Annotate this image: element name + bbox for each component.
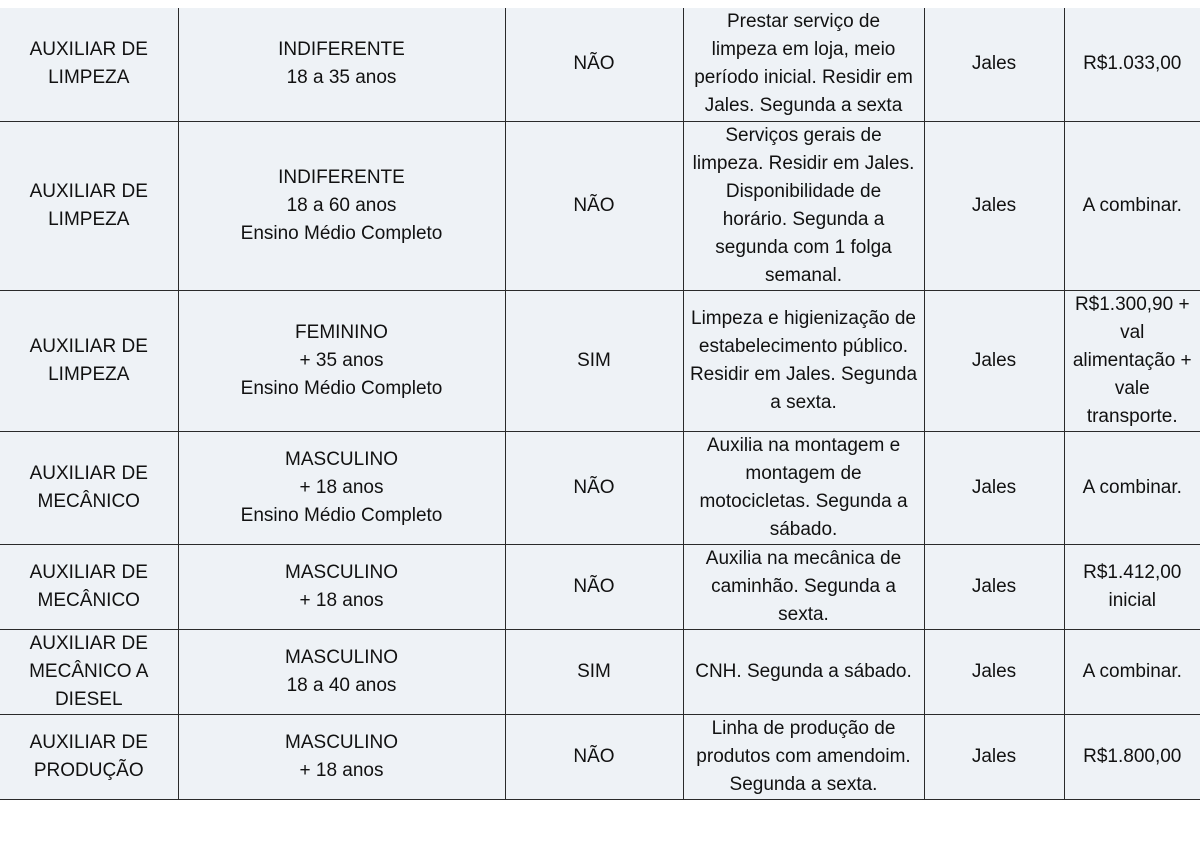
- table-row: [0, 629, 1200, 714]
- requirements-cell: MASCULINO + 18 anos Ensino Médio Completo: [178, 431, 505, 544]
- table-row: [0, 290, 1200, 431]
- city-cell: Jales: [924, 544, 1064, 629]
- city-cell: Jales: [924, 290, 1064, 431]
- city-cell: Jales: [924, 8, 1064, 121]
- salary-cell: A combinar.: [1064, 121, 1200, 290]
- job-title-cell: AUXILIAR DE LIMPEZA: [0, 121, 178, 290]
- salary-cell: A combinar.: [1064, 431, 1200, 544]
- table-row: [0, 431, 1200, 544]
- job-title-cell: AUXILIAR DE LIMPEZA: [0, 290, 178, 431]
- requirements-cell: MASCULINO 18 a 40 anos: [178, 629, 505, 714]
- experience-cell: SIM: [505, 629, 683, 714]
- job-title-cell: AUXILIAR DE LIMPEZA: [0, 8, 178, 121]
- description-cell: Linha de produção de produtos com amendoim. Segunda a sexta.: [683, 714, 924, 799]
- city-cell: Jales: [924, 629, 1064, 714]
- table-row: [0, 714, 1200, 799]
- experience-cell: NÃO: [505, 431, 683, 544]
- experience-cell: NÃO: [505, 121, 683, 290]
- city-cell: Jales: [924, 714, 1064, 799]
- experience-cell: NÃO: [505, 8, 683, 121]
- requirements-cell: INDIFERENTE 18 a 35 anos: [178, 8, 505, 121]
- salary-cell: R$1.800,00: [1064, 714, 1200, 799]
- salary-cell: R$1.412,00 inicial: [1064, 544, 1200, 629]
- requirements-cell: MASCULINO + 18 anos: [178, 544, 505, 629]
- job-title-cell: AUXILIAR DE PRODUÇÃO: [0, 714, 178, 799]
- requirements-cell: INDIFERENTE 18 a 60 anos Ensino Médio Completo: [178, 121, 505, 290]
- requirements-cell: FEMININO + 35 anos Ensino Médio Completo: [178, 290, 505, 431]
- city-cell: Jales: [924, 121, 1064, 290]
- table-row: [0, 544, 1200, 629]
- description-cell: Serviços gerais de limpeza. Residir em Jales. Disponibilidade de horário. Segunda a segunda com 1 folga semanal.: [683, 121, 924, 290]
- requirements-cell: MASCULINO + 18 anos: [178, 714, 505, 799]
- salary-cell: A combinar.: [1064, 629, 1200, 714]
- job-title-cell: AUXILIAR DE MECÂNICO: [0, 431, 178, 544]
- description-cell: CNH. Segunda a sábado.: [683, 629, 924, 714]
- experience-cell: NÃO: [505, 714, 683, 799]
- table-row: [0, 121, 1200, 290]
- job-vacancies-table: [0, 8, 1200, 800]
- table-row: [0, 8, 1200, 121]
- job-title-cell: AUXILIAR DE MECÂNICO: [0, 544, 178, 629]
- description-cell: Prestar serviço de limpeza em loja, meio período inicial. Residir em Jales. Segunda a sexta: [683, 8, 924, 121]
- description-cell: Auxilia na mecânica de caminhão. Segunda a sexta.: [683, 544, 924, 629]
- salary-cell: R$1.033,00: [1064, 8, 1200, 121]
- description-cell: Auxilia na montagem e montagem de motocicletas. Segunda a sábado.: [683, 431, 924, 544]
- job-title-cell: AUXILIAR DE MECÂNICO A DIESEL: [0, 629, 178, 714]
- city-cell: Jales: [924, 431, 1064, 544]
- experience-cell: NÃO: [505, 544, 683, 629]
- description-cell: Limpeza e higienização de estabelecimento público. Residir em Jales. Segunda a sexta.: [683, 290, 924, 431]
- salary-cell: R$1.300,90 + val alimentação + vale transporte.: [1064, 290, 1200, 431]
- experience-cell: SIM: [505, 290, 683, 431]
